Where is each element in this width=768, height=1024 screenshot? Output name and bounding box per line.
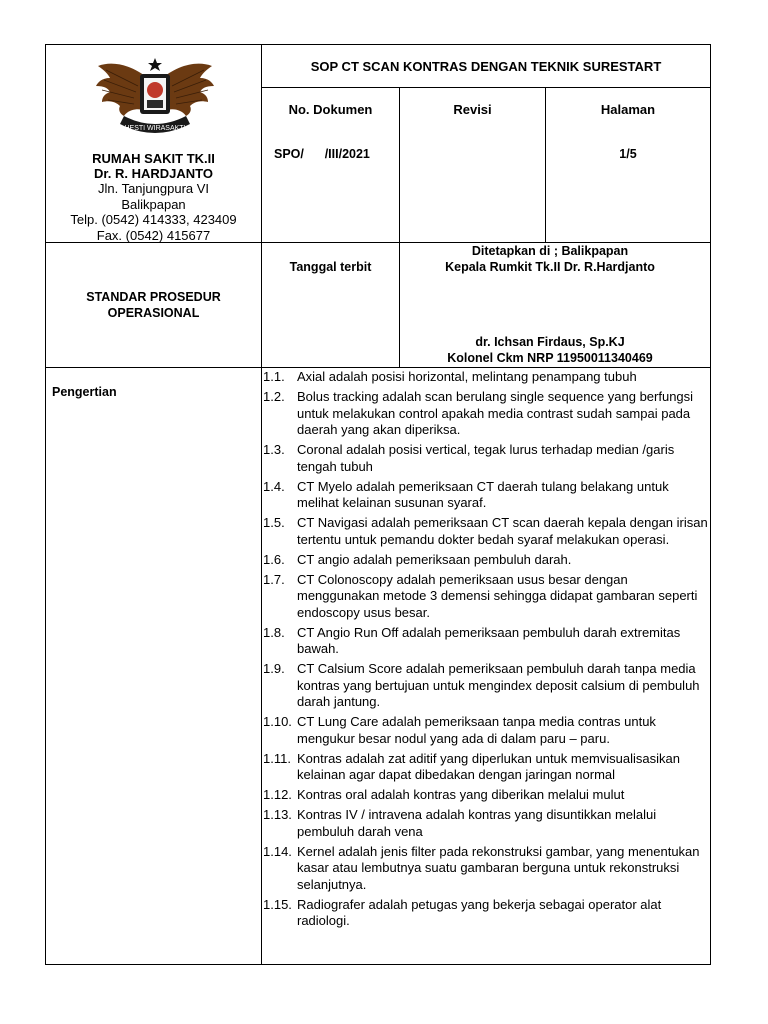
item-text: CT Angio Run Off adalah pemeriksaan pembuluh darah extremitas bawah. <box>297 624 681 656</box>
item-number: 1.3. <box>263 442 285 457</box>
item-text: CT angio adalah pemeriksaan pembuluh darah. <box>297 551 572 567</box>
hospital-logo <box>94 52 216 142</box>
definition-list <box>263 369 713 933</box>
item-text: Kernel adalah jenis filter pada rekonstruksi gambar, yang menentukan kasar atau lembutnya suatu gambaran berguna untuk rekonstruksi selanjutnya. <box>297 843 700 892</box>
tanggal-terbit-label: Tanggal terbit <box>289 260 372 274</box>
list-item <box>263 572 713 622</box>
no-dokumen-value: SPO/ /III/2021 <box>274 147 370 161</box>
item-text: CT Lung Care adalah pemeriksaan tanpa media contras untuk mengukur besar nodul yang ada di dalam paru – paru. <box>297 714 656 746</box>
logo-banner-text: HESTI WIRASAKTI <box>124 125 186 132</box>
title-divider <box>261 87 711 88</box>
list-item <box>263 661 713 711</box>
item-text: Kontras oral adalah kontras yang diberikan melalui mulut <box>297 787 625 802</box>
list-item <box>263 479 713 512</box>
item-number: 1.11. <box>263 750 291 766</box>
revisi-label: Revisi <box>453 102 492 117</box>
list-item <box>263 625 713 658</box>
row-divider-2 <box>45 367 711 368</box>
item-text: CT Navigasi adalah pemeriksaan CT scan daerah kepala dengan irisan tertentu untuk pemandu dokter bedah syaraf melakukan operasi. <box>297 515 708 547</box>
halaman-value: 1/5 <box>619 147 637 161</box>
list-item <box>263 369 713 386</box>
item-number: 1.4. <box>263 478 285 494</box>
kepala-text: Kepala Rumkit Tk.II Dr. R.Hardjanto <box>445 260 655 274</box>
list-item <box>263 714 713 747</box>
item-number: 1.8. <box>263 624 285 640</box>
item-text: Radiografer adalah petugas yang bekerja sebagai operator alat radiologi. <box>297 896 662 928</box>
list-item <box>263 515 713 548</box>
item-number: 1.2. <box>263 389 285 404</box>
item-number: 1.15. <box>263 896 292 912</box>
item-number: 1.5. <box>263 515 285 530</box>
sop-label-2: OPERASIONAL <box>107 306 200 320</box>
list-item <box>263 844 713 894</box>
sop-label-1: STANDAR PROSEDUR <box>86 290 221 304</box>
hospital-name-2: Dr. R. HARDJANTO <box>94 166 213 181</box>
item-number: 1.7. <box>263 571 285 587</box>
table-border-top <box>45 44 711 45</box>
item-text: Axial adalah posisi horizontal, melintang penampang tubuh <box>297 369 637 384</box>
signer-name: dr. Ichsan Firdaus, Sp.KJ <box>475 335 625 349</box>
col-divider-dokumen <box>399 87 400 368</box>
hospital-fax: Fax. (0542) 415677 <box>96 228 211 243</box>
column-divider <box>261 44 262 965</box>
item-number: 1.13. <box>263 807 292 822</box>
item-number: 1.6. <box>263 551 285 567</box>
item-text: Bolus tracking adalah scan berulang single sequence yang berfungsi untuk melakukan control apakah media contrast sudah sampai pada daerah yang akan diperiksa. <box>297 389 694 437</box>
list-item <box>263 807 713 840</box>
item-number: 1.9. <box>263 661 285 676</box>
hospital-name-1: RUMAH SAKIT TK.II <box>92 151 215 166</box>
list-item <box>263 389 713 439</box>
list-item <box>263 897 713 930</box>
list-item <box>263 552 713 569</box>
table-border-bottom <box>45 964 711 965</box>
item-number: 1.12. <box>263 787 292 802</box>
item-text: CT Calsium Score adalah pemeriksaan pembuluh darah tanpa media kontras yang bertujuan untuk mengindex deposit calsium di pembuluh darah jantung. <box>297 661 700 709</box>
item-text: CT Myelo adalah pemeriksaan CT daerah tulang belakang untuk melihat kelainan susunan syaraf. <box>297 478 669 510</box>
signer-rank: Kolonel Ckm NRP 11950011340469 <box>447 351 653 365</box>
no-dokumen-label: No. Dokumen <box>288 102 373 117</box>
hospital-address-1: Jln. Tanjungpura VI <box>97 181 210 196</box>
list-item <box>263 751 713 784</box>
item-text: Kontras adalah zat aditif yang diperlukan untuk memvisualisasikan kelainan agar dapat dibedakan dengan jaringan normal <box>297 750 680 782</box>
item-number: 1.1. <box>263 369 285 384</box>
item-text: CT Colonoscopy adalah pemeriksaan usus besar dengan menggunakan metode 3 demensi sehingga didapat gambaran seperti endoscopy usus besar. <box>297 571 698 620</box>
halaman-label: Halaman <box>600 102 656 117</box>
ditetapkan-text: Ditetapkan di ; Balikpapan <box>471 244 629 258</box>
list-item <box>263 442 713 475</box>
item-text: Kontras IV / intravena adalah kontras yang disuntikkan melalui pembuluh darah vena <box>297 807 657 839</box>
hospital-address-2: Balikpapan <box>121 197 186 212</box>
item-number: 1.10. <box>263 714 292 729</box>
item-number: 1.14. <box>263 843 292 859</box>
document-title: SOP CT SCAN KONTRAS DENGAN TEKNIK SURESTART <box>310 59 662 74</box>
section-label: Pengertian <box>52 385 117 399</box>
list-item <box>263 787 713 804</box>
item-text: Coronal adalah posisi vertical, tegak lurus terhadap median /garis tengah tubuh <box>297 442 675 474</box>
hospital-phone: Telp. (0542) 414333, 423409 <box>70 212 237 227</box>
